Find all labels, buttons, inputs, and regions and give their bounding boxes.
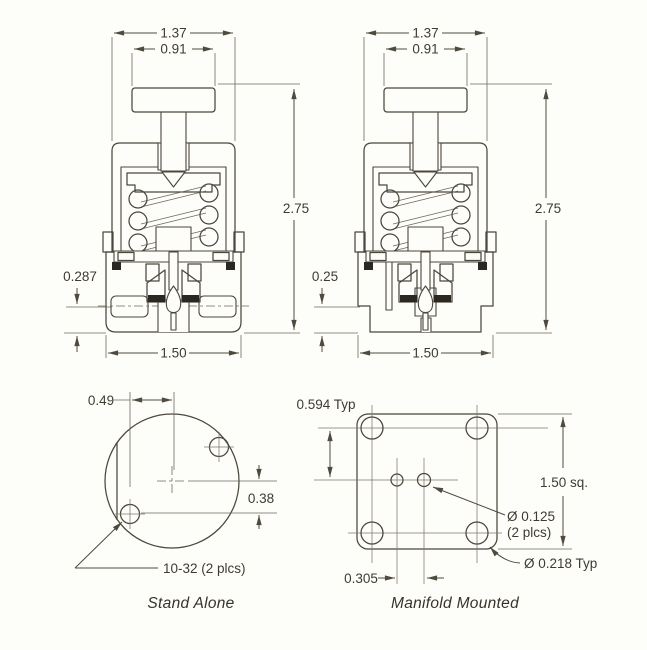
dim-height-right	[535, 89, 561, 330]
dim-text: 0.25	[311, 269, 339, 284]
dim-text: 0.91	[160, 41, 187, 57]
dim-text: 0.49	[87, 393, 115, 408]
dim-text: 0.305	[344, 571, 378, 586]
dim-port-height	[63, 269, 97, 352]
view-manifold-bottom	[296, 397, 597, 612]
dim-height-left	[283, 89, 309, 330]
thread-callout	[75, 522, 246, 576]
caption-stand-alone: Stand Alone	[147, 595, 235, 612]
dim-base-width-right	[360, 346, 491, 361]
manifold-flange-outline	[357, 414, 497, 549]
dim-text: 1.37	[160, 25, 187, 41]
dim-text: 2.75	[282, 201, 310, 216]
dim-text: 1.50 sq.	[539, 475, 589, 490]
inlet-port	[111, 296, 148, 317]
center-mark	[157, 466, 187, 496]
dim-knob-width-right	[386, 42, 465, 57]
adjust-knob	[132, 88, 215, 112]
view-stand-alone-bottom	[75, 392, 277, 612]
dim-text: 1.37	[412, 25, 439, 41]
outlet-port	[199, 296, 236, 317]
view-manifold-section	[312, 26, 561, 361]
dim-text: 1.50	[160, 345, 187, 361]
dim-base-width-left	[108, 346, 239, 361]
thread-note: 10-32 (2 plcs)	[163, 561, 246, 576]
caption-manifold-mounted: Manifold Mounted	[390, 595, 520, 612]
small-hole-callout	[433, 487, 555, 540]
dim-text: 0.38	[247, 491, 275, 506]
mounting-hole-upper	[204, 432, 234, 462]
dim-hole-pitch	[296, 397, 355, 477]
corner-hole-callout	[490, 547, 597, 571]
view-stand-alone-section	[63, 26, 309, 361]
callout-dia: Ø 0.125	[507, 509, 556, 524]
dim-text: 0.287	[63, 269, 97, 284]
corner-holes	[361, 417, 488, 544]
dim-text: 0.594 Typ	[296, 397, 356, 412]
dim-text: 0.91	[412, 41, 439, 57]
dim-text: 2.75	[534, 201, 562, 216]
dim-overall-width-left	[114, 26, 233, 41]
callout-qty: (2 plcs)	[507, 525, 552, 540]
dim-overall-width-right	[366, 26, 485, 41]
dim-text: 1.50	[412, 345, 439, 361]
dim-center-offset	[344, 571, 444, 586]
dim-hole-offset-y	[141, 465, 277, 529]
dim-knob-width-left	[134, 42, 213, 57]
callout-dia: Ø 0.218 Typ	[524, 556, 598, 571]
dim-mount-step	[312, 269, 338, 352]
adjust-knob	[384, 88, 467, 112]
dim-hole-offset-x	[88, 392, 174, 487]
pilot-passage	[386, 262, 392, 310]
